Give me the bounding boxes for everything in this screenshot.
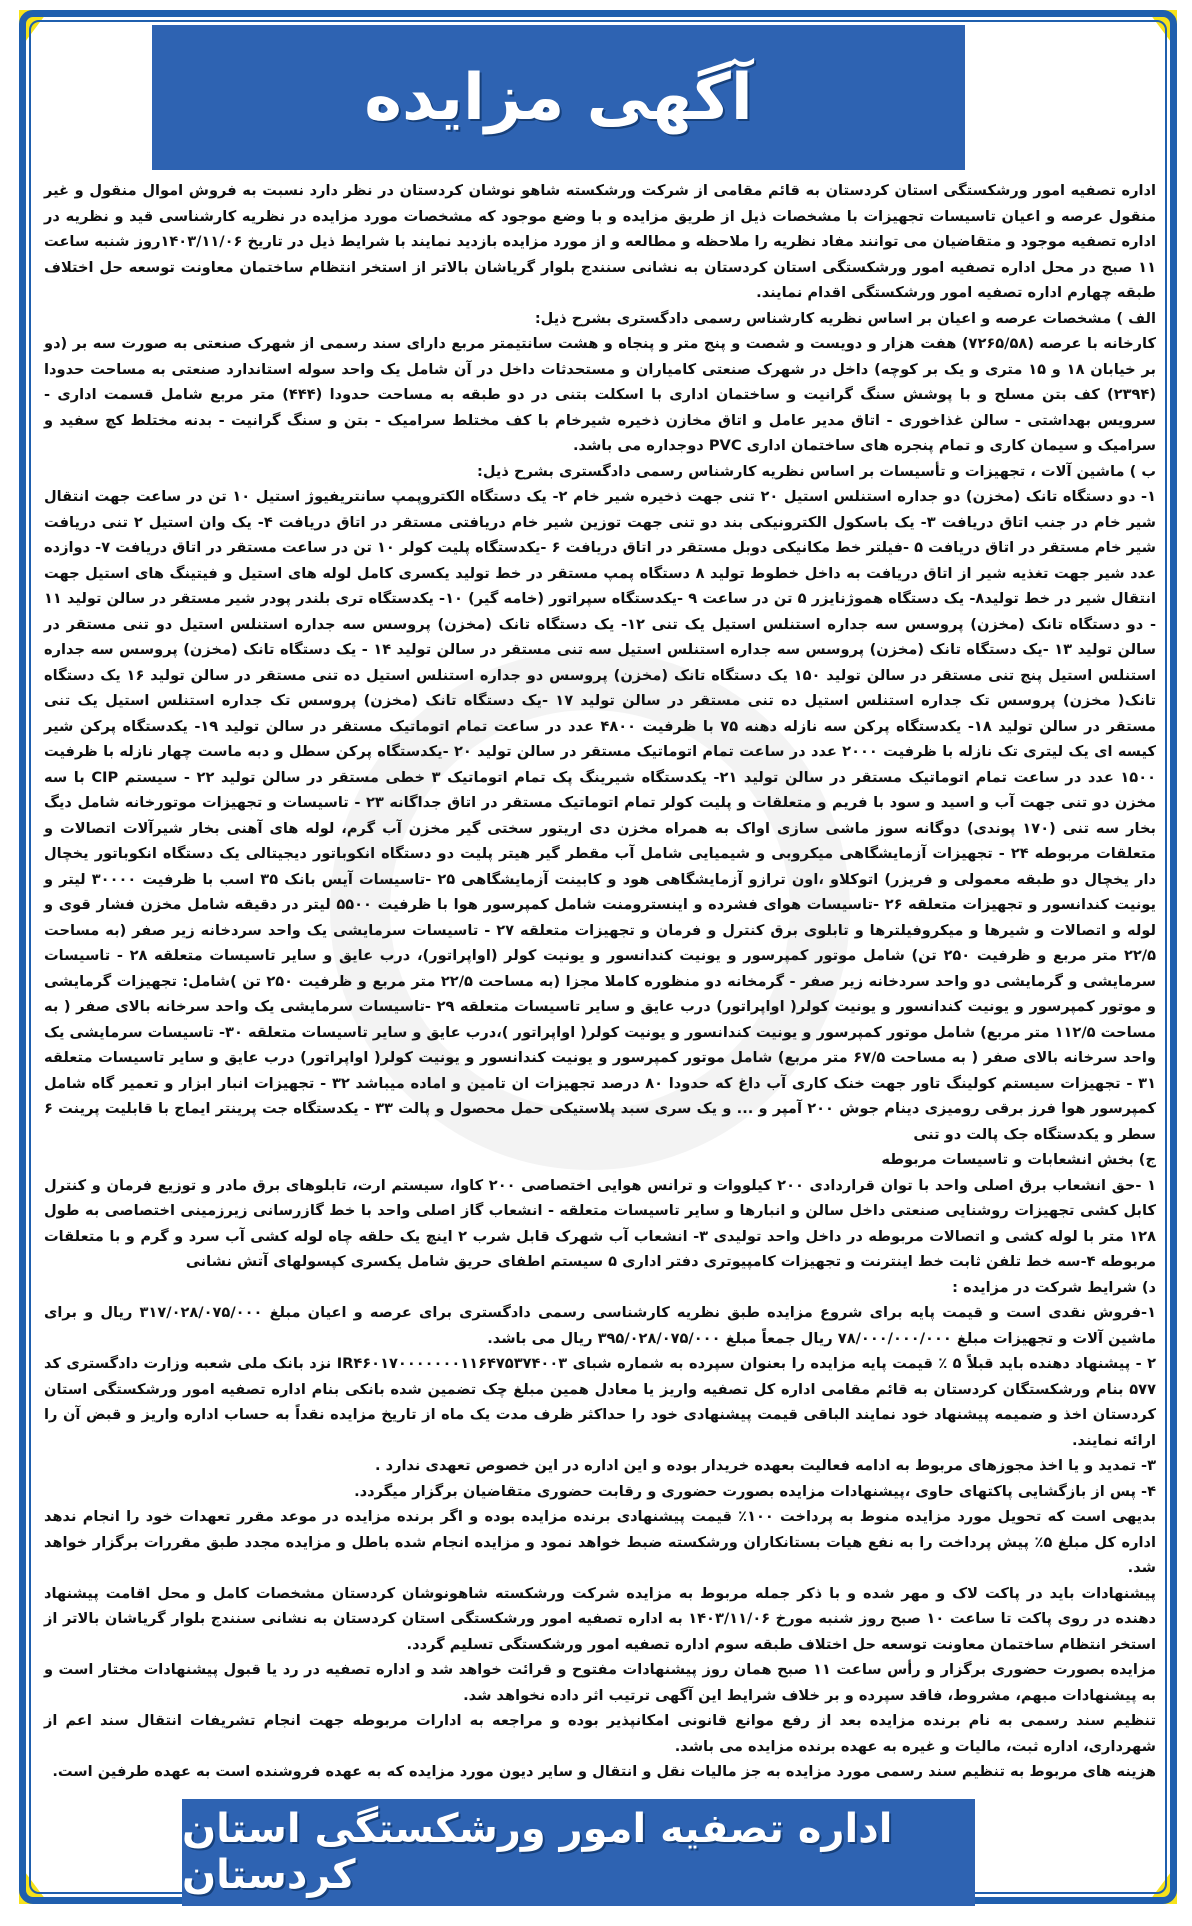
- issuer-name: اداره تصفیه امور ورشکستگی استان کردستان: [182, 1806, 893, 1898]
- condition-item: بدیهی است که تحویل مورد مزایده منوط به پرداخت ۱۰۰٪ قیمت پیشنهادی برنده مزایده بوده و اگر برنده مزایده در موعد مقرر تعهدات خود را انجام ندهد اداره کل مبلغ ۵٪ پیش پرداخت را به نفع هیات بستانکاران ورشکسته ضبط خواهد نمود و مزایده انجام شده باطل و مزایده مجدد طبق مقررات برگزار خواهد شد.: [44, 1508, 1157, 1576]
- section-d-heading: د) شرایط شرکت در مزایده :: [952, 1278, 1156, 1296]
- page-title: آگهی مزایده: [364, 60, 753, 135]
- section-c-body: ۱ -حق انشعاب برق اصلی واحد با توان قراردادی ۲۰۰ کیلووات و ترانس هوایی اختصاصی ۲۰۰ کاوا، سیستم ارت، تابلوهای برق مادر و توزیع فرمان و کنترل کابل کشی تجهیزات روشنایی صنعتی داخل سالن و انبارها و سایر تاسیسات متعلقه - انشعاب گاز اصلی واحد با خط گازرسانی زیرزمینی اختصاصی به طول ۱۲۸ متر با لوله کشی و اتصالات مربوطه در داخل واحد تولیدی ۳- انشعاب آب شهرک قابل شرب ۲ اینچ یک حلقه چاه لوله کشی آب سرد و گرم و با متعلقات مربوطه ۴-سه خط تلفن ثابت خط اینترنت و تجهیزات کامپیوتری دفتر اداری ۵ سیستم اطفای حریق شامل یکسری کپسولهای آتش نشانی: [44, 1176, 1156, 1270]
- condition-item: ۴- پس از بازگشایی پاکتهای حاوی ،پیشنهادات مزایده بصورت حضوری و رقابت حضوری متقاضیان برگزار میگردد.: [354, 1482, 1156, 1500]
- condition-item: ۲ - پیشنهاد دهنده باید قبلاً ۵ ٪ قیمت پایه مزایده را بعنوان سپرده به شماره شبای IR۴۶۰۱۷۰۰۰۰۰۰۰۱۱۶۴۷۵۳۷۴۰۰۳ نزد بانک ملی شعبه وزارت دادگستری کد ۵۷۷ بنام ورشکستگان کردستان به قائم مقامی اداره کل تصفیه واریز یا معادل همین مبلغ چک تضمین شده بانکی بنام اداره تصفیه امور ورشکستگی استان کردستان اخذ و ضمیمه پیشنهاد خود نمایند الباقی قیمت پیشنهادی خود را حداکثر ظرف مدت یک ماه از تاریخ مزایده نقداً به حساب اداره واریز و قبض آن را ارائه نمایند.: [44, 1355, 1156, 1449]
- condition-item: پیشنهادات باید در پاکت لاک و مهر شده و با ذکر جمله مربوط به مزایده شرکت ورشکسته شاهونوشان کردستان مشخصات کامل و محل اقامت پیشنهاد دهنده در روی پاکت تا ساعت ۱۰ صبح روز شنبه مورخ ۱۴۰۳/۱۱/۰۶ به اداره تصفیه امور ورشکستگی استان کردستان به نشانی سنندج بلوار گریاشان بالاتر از استخر انتظام ساختمان معاونت توسعه حل اختلاف طبقه سوم اداره تصفیه امور ورشکستگی تسلیم گردد.: [44, 1584, 1156, 1653]
- condition-item: ۳- تمدید و یا اخذ مجوزهای مربوط به ادامه فعالیت بعهده خریدار بوده و این اداره در این خصوص تعهدی ندارد .: [374, 1457, 1156, 1474]
- condition-item: تنظیم سند رسمی به نام برنده مزایده بعد از رفع موانع قانونی امکانپذیر بوده و مراجعه به ادارات مربوطه جهت انجام تشریفات انتقال سند اعم از شهرداری، اداره ثبت، مالیات و غیره به عهده برنده مزایده می باشد.: [44, 1712, 1156, 1755]
- notice-body: [44, 178, 1156, 1785]
- section-a-heading: الف ) مشخصات عرصه و اعیان بر اساس نظریه کارشناس رسمی دادگستری بشرح ذیل:: [534, 309, 1156, 327]
- section-c-heading: ج) بخش انشعابات و تاسیسات مربوطه: [881, 1151, 1156, 1168]
- condition-item: ۱-فروش نقدی است و قیمت پایه برای شروع مزایده طبق نظریه کارشناسی رسمی دادگستری برای عرصه و اعیان مبلغ ۳۱۷/۰۲۸/۰۷۵/۰۰۰ ریال و برای ماشین آلات و تجهیزات مبلغ ۷۸/۰۰۰/۰۰۰/۰۰۰ ریال جمعاً مبلغ ۳۹۵/۰۲۸/۰۷۵/۰۰۰ ریال می باشد.: [44, 1304, 1157, 1347]
- condition-item: هزینه های مربوط به تنظیم سند رسمی مورد مزایده به جز مالیات نقل و انتقال و سایر دیون مورد مزایده که به عهده فروشنده است به عهده طرفین است.: [52, 1763, 1156, 1780]
- footer-banner: [182, 1799, 975, 1906]
- condition-item: مزایده بصورت حضوری برگزار و رأس ساعت ۱۱ صبح همان روز پیشنهادات مفتوح و قرائت خواهد شد و اداره تصفیه در رد یا قبول پیشنهادات مختار است و به پیشنهادات مبهم، مشروط، فاقد سپرده و بر خلاف شرایط این آگهی ترتیب اثر داده نخواهد شد.: [44, 1661, 1156, 1704]
- title-banner: [152, 25, 965, 170]
- section-a-body: کارخانه با عرصه (۷۲۶۵/۵۸) هفت هزار و دویست و شصت و پنج متر و پنجاه و هشت سانتیمتر مربع دارای سند رسمی از شهرک صنعتی به صورت سه بر (دو بر خیابان ۱۸ و ۱۵ متری و یک بر کوچه) داخل در شهرک صنعتی کامیاران و مستحدثات داخل در آن شامل یک واحد سوله استاندارد صنعتی به مساحت حدودا (۲۳۹۴) کف بتن مسلح و با پوشش سنگ گرانیت و ساختمان اداری با اسکلت بتنی در دو طبقه به مساحت حدودا (۴۴۴) متر مربع شامل قسمت اداری - سرویس بهداشتی - سالن غذاخوری - اتاق مدیر عامل و اتاق مخازن ذخیره شیرخام با کف مختلط سرامیک - بتن و سنگ گرانیت - بدنه مختلط کچ سفید و سرامیک و سیمان کاری و تمام پنجره های ساختمان اداری PVC دوجداره می باشد.: [44, 335, 1157, 454]
- section-b-heading: ب ) ماشین آلات ، تجهیزات و تأسیسات بر اساس نظریه کارشناس رسمی دادگستری بشرح ذیل:: [477, 462, 1156, 480]
- intro-paragraph: اداره تصفیه امور ورشکستگی استان کردستان به قائم مقامی از شرکت ورشکسته شاهو نوشان کردستان در نظر دارد نسبت به فروش اموال منقول و غیر منقول عرصه و اعیان تاسیسات تجهیزات با مشخصات ذیل از طریق مزایده و با وضع موجود که مشخصات مورد مزایده در نظریه کارشناسی قید و نظریه در اداره تصفیه موجود و متقاضیان می توانند مفاد نظریه را ملاحظه و مطالعه و از مورد مزایده بازدید نمایند با شرایط ذیل در تاریخ ۱۴۰۳/۱۱/۰۶روز شنبه ساعت ۱۱ صبح در محل اداره تصفیه امور ورشکستگی استان کردستان به نشانی سنندج بلوار گریاشان بالاتر از استخر انتظام ساختمان معاونت توسعه حل اختلاف طبقه چهارم اداره تصفیه امور ورشکستگی اقدام نمایند.: [44, 182, 1156, 301]
- section-b-body: ۱- دو دستگاه تانک (مخزن) دو جداره استنلس استیل ۲۰ تنی جهت ذخیره شیر خام ۲- یک دستگاه الکتروپمپ سانتریفیوژ استیل ۱۰ تن در ساعت جهت انتقال شیر خام در جنب اتاق دریافت ۳- یک باسکول الکترونیکی بند دو تنی جهت توزین شیر خام دریافتی مستقر در اتاق دریافت ۴- یک وان استیل ۲ تنی دریافت شیر خام مستقر در اتاق دریافت ۵ -فیلتر خط مکانیکی دوبل مستقر در اتاق دریافت ۶ -یکدستگاه پلیت کولر ۱۰ تن در ساعت مستقر در اتاق دریافت ۷- دوازده عدد شیر جهت تغذیه شیر از اتاق دریافت به داخل خطوط تولید ۸ دستگاه پمپ مستقر در خط تولید یکسری کامل لوله های استیل و فیتینگ های استیل جهت انتقال شیر در خط تولید۸- یک دستگاه هموژنایزر ۵ تن در ساعت ۹ -یکدستگاه سپراتور (خامه گیر) ۱۰- یکدستگاه تری بلندر پودر شیر مستقر در سالن تولید ۱۱ - دو دستگاه تانک (مخزن) پروسس سه جداره استنلس استیل یک تنی ۱۲- یک دستگاه تانک (مخزن) پروسس سه جداره استنلس استیل دو تنی مستقر در سالن تولید ۱۳ -یک دستگاه تانک (مخزن) پروسس سه جداره استنلس استیل سه تنی مستقر در سالن تولید ۱۴ - یک دستگاه تانک (مخزن) پروسس سه جداره استنلس استیل پنج تنی مستقر در سالن تولید ۱۵۰ یک دستگاه تانک (مخزن) پروسس دو جداره استنلس استیل ده تنی مستقر در سالن تولید ۱۶ یک دستگاه تانک( مخزن) پروسس تک جداره استنلس استیل ده تنی مستقر در سالن تولید ۱۷ -یک دستگاه تانک (مخزن) پروسس تک جداره استنلس استیل یک تنی مستقر در سالن تولید ۱۸- یکدستگاه پرکن سه نازله دهنه ۷۵ با ظرفیت ۴۸۰۰ عدد در ساعت تمام اتوماتیک مستقر در سالن تولید ۱۹- یکدستگاه پرکن شیر کیسه ای یک لیتری تک نازله با ظرفیت ۲۰۰۰ عدد در ساعت تمام اتوماتیک مستقر در سالن تولید ۲۰ -یکدستگاه پرکن سطل و دبه ماست چهار نازله با ظرفیت ۱۵۰۰ عدد در ساعت تمام اتوماتیک مستقر در سالن تولید ۲۱- یکدستگاه شیرینگ پک تمام اتوماتیک ۳ خطی مستقر در سالن تولید ۲۲ - سیستم CIP با سه مخزن دو تنی جهت آب و اسید و سود با فریم و متعلقات و پلیت کولر تمام اتوماتیک مستقر در اتاق جداگانه ۲۳ - تاسیسات و تجهیزات موتورخانه شامل دیگ بخار سه تنی (۱۷۰ پوندی) دوگانه سوز ماشی سازی اواک به همراه مخزن دی اریتور سختی گیر مخزن آب گرم، لوله های آهنی بخار شیرآلات اتصالات و متعلقات مربوطه ۲۴ - تجهیزات آزمایشگاهی میکروبی و شیمیایی شامل آب مقطر گیر هیتر پلیت دو دستگاه انکوباتور دیجیتالی یک دستگاه انکوباتور یخچال دار یخچال دو طبقه معمولی و فریزر) اتوکلاو ،اون ترازو آزمایشگاهی هود و کابینت آزمایشگاهی ۲۵ -تاسیسات آیس بانک ۳۵ اسب با ظرفیت ۳۰۰۰۰ لیتر و یونیت کندانسور و تجهیزات متعلقه ۲۶ -تاسیسات هوای فشرده و اینسترومنت شامل کمپرسور هوا با ظرفیت ۵۵۰۰ لیتر در دقیقه شامل مخزن فشار قوی و لوله و اتصالات و شیرها و میکروفیلترها و تابلوی برق کنترل و فرمان و تجهیزات متعلقه ۲۷ - تاسیسات سرمایشی یک واحد سردخانه زیر صفر (به مساحت ۲۲/۵ متر مربع و ظرفیت ۲۵۰ تن) شامل موتور کمپرسور و یونیت کندانسور و یونیت کولر (اواپراتور)، درب عایق و سایر تاسیسات متعلقه ۲۸ - تاسیسات سرمایشی و گرمایشی دو واحد سردخانه زیر صفر - گرمخانه دو منظوره کاملا مجزا (به مساحت ۲۲/۵ متر مربع و ظرفیت ۲۵۰ تن )شامل: تجهیزات گرمایشی و موتور کمپرسور و یونیت کندانسور و یونیت کولر( اواپراتور) درب عایق و سایر تاسیسات متعلقه ۲۹ -تاسیسات سرمایشی یک واحد سرخانه بالای صفر ( به مساحت ۱۱۲/۵ متر مربع) شامل موتور کمپرسور و یونیت کندانسور و یونیت کولر( اواپراتور )،درب عایق و سایر تاسیسات متعلقه ۳۰- تاسیسات سرمایشی یک واحد سرخانه بالای صفر ( به مساحت ۶۷/۵ متر مربع) شامل موتور کمپرسور و یونیت کندانسور و یونیت کولر( اواپراتور) درب عایق و سایر تاسیسات متعلقه ۳۱ - تجهیزات سیستم کولینگ تاور جهت خنک کاری آب داغ که حدودا ۸۰ درصد تجهیزات ان تامین و اماده میباشد ۳۲ - تجهیزات انبار ابزار و تعمیر گاه شامل کمپرسور هوا فرز برقی رومیزی دینام جوش ۲۰۰ آمپر و ... و یک سری سبد پلاستیکی حمل محصول و پالت ۳۳ - یکدستگاه جت پرینتر ایماج با قابلیت پرینت ۶ سطر و یکدستگاه جک پالت دو تنی: [44, 488, 1157, 1143]
